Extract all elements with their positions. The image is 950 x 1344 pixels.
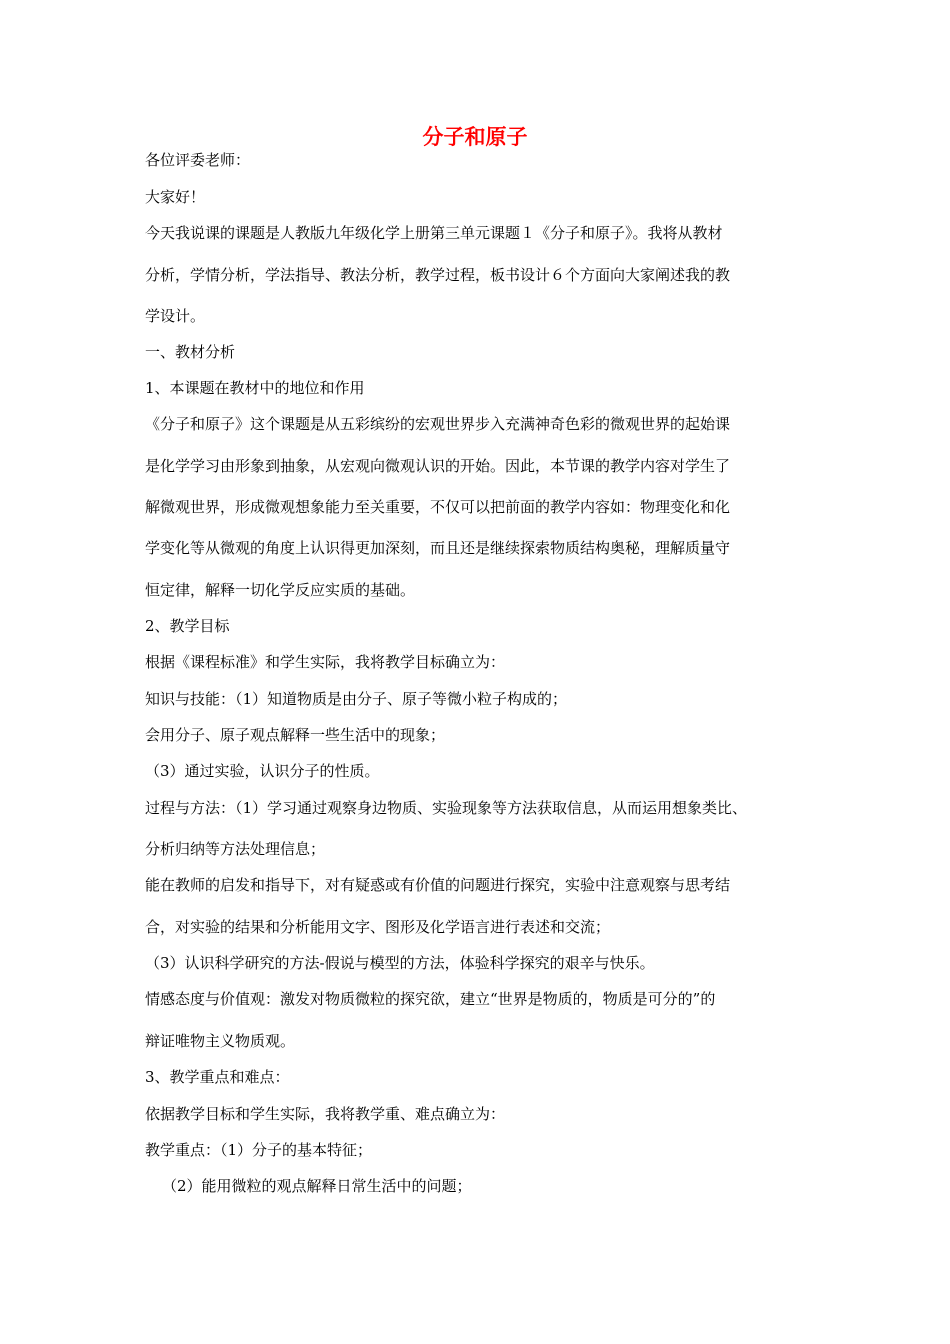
- subsection-heading: 1、本课题在教材中的地位和作用: [145, 379, 365, 397]
- paragraph-line: 恒定律，解释一切化学反应实质的基础。: [145, 581, 416, 599]
- paragraph-line: 会用分子、原子观点解释一些生活中的现象；: [145, 726, 446, 744]
- paragraph-line: 依据教学目标和学生实际，我将教学重、难点确立为：: [145, 1105, 506, 1123]
- paragraph-line: 大家好！: [145, 188, 206, 206]
- subsection-heading: 2、教学目标: [145, 617, 230, 635]
- paragraph-line: 辩证唯物主义物质观。: [145, 1032, 296, 1050]
- paragraph-line: 学设计。: [145, 307, 206, 325]
- paragraph-line: 分析归纳等方法处理信息；: [145, 840, 326, 858]
- paragraph-line: （3）通过实验，认识分子的性质。: [145, 762, 380, 780]
- paragraph-line: 知识与技能：（1）知道物质是由分子、原子等微小粒子构成的；: [145, 690, 568, 708]
- paragraph-line: 分析，学情分析，学法指导、教法分析，教学过程，板书设计６个方面向大家阐述我的教: [145, 266, 731, 284]
- paragraph-line: 各位评委老师：: [145, 151, 251, 169]
- paragraph-line: （2）能用微粒的观点解释日常生活中的问题；: [162, 1177, 472, 1195]
- paragraph-line: 根据《课程标准》和学生实际，我将教学目标确立为：: [145, 653, 506, 671]
- paragraph-line: 《分子和原子》这个课题是从五彩缤纷的宏观世界步入充满神奇色彩的微观世界的起始课: [145, 415, 731, 433]
- subsection-heading: 3、教学重点和难点：: [145, 1068, 290, 1086]
- paragraph-line: 学变化等从微观的角度上认识得更加深刻，而且还是继续探索物质结构奥秘，理解质量守: [145, 539, 731, 557]
- paragraph-line: 过程与方法：（1）学习通过观察身边物质、实验现象等方法获取信息，从而运用想象类比、: [145, 799, 748, 817]
- paragraph-line: 解微观世界，形成微观想象能力至关重要，不仅可以把前面的教学内容如：物理变化和化: [145, 498, 731, 516]
- paragraph-line: 能在教师的启发和指导下，对有疑惑或有价值的问题进行探究，实验中注意观察与思考结: [145, 876, 731, 894]
- paragraph-line: 合，对实验的结果和分析能用文字、图形及化学语言进行表述和交流；: [145, 918, 611, 936]
- paragraph-line: （3）认识科学研究的方法-假说与模型的方法，体验科学探究的艰辛与快乐。: [145, 954, 655, 972]
- section-heading: 一、教材分析: [145, 343, 236, 361]
- paragraph-line: 今天我说课的课题是人教版九年级化学上册第三单元课题１《分子和原子》。我将从教材: [145, 224, 723, 242]
- paragraph-line: 情感态度与价值观：激发对物质微粒的探究欲，建立“世界是物质的，物质是可分的”的: [145, 990, 716, 1008]
- paragraph-line: 教学重点：（1）分子的基本特征；: [145, 1141, 373, 1159]
- document-title: 分子和原子: [422, 125, 528, 149]
- paragraph-line: 是化学学习由形象到抽象，从宏观向微观认识的开始。因此，本节课的教学内容对学生了: [145, 457, 731, 475]
